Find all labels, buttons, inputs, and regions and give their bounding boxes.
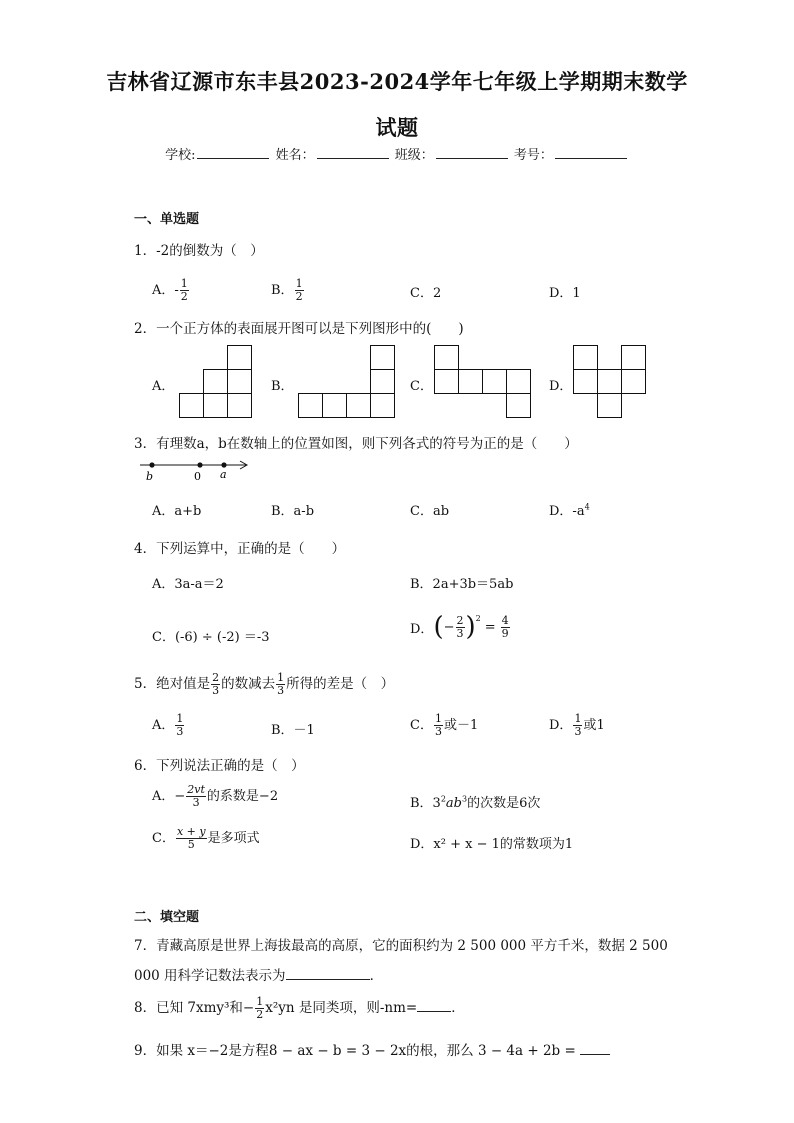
q6-option-d[interactable]: D．x² + x − 1的常数项为1 [410,837,574,852]
q4-d-rden: 9 [501,626,509,640]
q2-net-c-figure [434,345,534,421]
q5-option-c-label: C． [410,718,433,733]
exam-no-blank[interactable] [555,146,627,159]
q7-line2-text: 000 用科学记数法表示为 [134,968,286,984]
document-title-line1: 吉林省辽源市东丰县2023-2024学年七年级上学期期末数学 [106,69,688,94]
q4-d-minus: − [443,619,455,635]
q5-a-num: 1 [176,712,184,725]
q5-option-b[interactable]: B．－1 [271,723,315,738]
q3-option-c[interactable]: C．ab [410,504,450,519]
q3-axis-label-a: a [220,468,227,481]
q4-d-fraction [456,615,465,640]
q5-c-den: 3 [434,725,442,738]
q4-d-left-paren: ( [433,612,444,642]
q8-den: 2 [256,1008,264,1021]
q3-option-b[interactable]: B．a-b [271,504,315,519]
question-7-line2 [134,964,383,984]
q6-option-b[interactable] [410,792,540,811]
q1-b-den: 2 [295,290,303,303]
question-4-stem: 4．下列运算中，正确的是（ ） [134,541,346,557]
q1-a-num: 1 [180,277,188,290]
q5-a-fraction [175,713,184,738]
school-label: 学校: [165,148,196,163]
section-heading-fill-blank: 二、填空题 [134,910,200,925]
q6-a-num: 2vt [187,783,205,796]
q5-d-fraction [573,713,582,738]
q1-option-b[interactable] [271,278,305,303]
q5-stem-pre: 5．绝对值是 [134,676,211,692]
q7-answer-blank[interactable] [286,967,370,980]
q4-option-d[interactable] [410,612,511,642]
name-blank[interactable] [317,146,389,159]
q8-end: ． [451,1000,465,1016]
class-blank[interactable] [436,146,508,159]
exam-no-label: 考号： [513,148,553,163]
q1-option-b-label: B． [271,283,294,298]
q6-b-mid: ab [445,796,462,811]
q5-option-d-label: D． [549,718,573,733]
q6-c-den: 5 [187,838,195,851]
q6-option-b-label: B．3 [410,796,441,811]
q5-a-den: 3 [176,725,184,738]
q5-c-fraction [434,713,443,738]
q5-c-num: 1 [434,712,442,725]
q2-option-a-label[interactable]: A． [152,379,175,394]
q5-d-den: 3 [574,725,582,738]
q1-option-a[interactable] [152,278,190,303]
student-info-row [0,144,794,163]
q5-s-den2: 3 [277,684,285,697]
q1-a-fraction [180,278,189,303]
section-heading-single-choice: 一、单选题 [134,212,200,227]
q4-option-a[interactable]: A．3a-a＝2 [152,577,224,592]
q5-option-a-label: A． [152,718,175,733]
q5-d-num: 1 [574,712,582,725]
q6-c-post: 是多项式 [207,831,260,846]
q5-s-num2: 1 [277,671,285,684]
question-6-stem: 6．下列说法正确的是（ ） [134,758,305,774]
q5-option-c[interactable] [410,713,478,738]
q5-stem-post: 所得的差是（ ） [286,676,395,692]
q2-option-b-label[interactable]: B． [271,379,294,394]
q6-a-fraction [186,784,206,809]
question-3-stem: 3．有理数a，b在数轴上的位置如图，则下列各式的符号为正的是（ ） [134,436,578,452]
q8-fraction [255,996,264,1021]
q6-option-a[interactable] [152,784,278,809]
q5-s-num1: 2 [212,671,220,684]
q8-mid: x²yn 是同类项，则-nm= [265,1000,418,1016]
q9-text: 9．如果 x＝−2是方程8 − ax − b = 3 − 2x的根，那么 3 − 4a + 2b = [134,1043,576,1059]
document-title-line2: 试题 [375,115,419,140]
question-9 [134,1039,610,1059]
q6-option-c-label: C． [152,831,175,846]
q6-c-fraction [176,826,207,851]
q1-a-den: 2 [180,290,188,303]
q6-option-c[interactable] [152,826,260,851]
q8-answer-blank[interactable] [417,999,451,1012]
q1-b-num: 1 [295,277,303,290]
q8-num: 1 [256,995,264,1008]
q4-option-b[interactable]: B．2a+3b＝5ab [410,577,514,592]
q6-a-den: 3 [192,796,200,809]
q5-d-post: 或1 [583,718,605,733]
q3-option-d[interactable] [549,500,590,519]
q6-a-post: 的系数是−2 [206,789,279,804]
q1-option-a-label: A．- [152,283,179,298]
q5-option-d[interactable] [549,713,605,738]
q2-option-d-label[interactable]: D． [549,379,573,394]
q1-option-c[interactable]: C．2 [410,286,442,301]
q3-axis-label-b: b [146,470,154,483]
q1-b-fraction [295,278,304,303]
q6-b-exp-2: 3 [462,794,468,804]
q4-d-equals: = [484,619,496,635]
q5-stem-fraction-1 [211,672,220,697]
q7-line2-end: ． [369,968,384,984]
q1-option-d[interactable]: D．1 [549,286,581,301]
q5-stem-fraction-2 [276,672,285,697]
q2-net-d-figure [573,345,649,421]
q3-option-a[interactable]: A．a+b [152,504,202,519]
q4-d-den: 3 [456,626,464,640]
class-label: 班级： [394,148,434,163]
question-5-stem [134,672,394,697]
q6-b-exp-1: 2 [440,794,446,804]
q5-s-den1: 3 [212,684,220,697]
q4-option-c[interactable]: C．(-6) ÷ (-2) ＝-3 [152,630,270,645]
q2-net-b-figure [296,345,396,421]
question-7-line1: 7．青藏高原是世界上海拔最高的高原，它的面积约为 2 500 000 平方千米，数据 2 500 [134,938,668,954]
q6-option-a-label: A．− [152,789,186,804]
q6-c-num: x + y [176,825,206,838]
q4-d-exponent: 2 [475,614,481,623]
q5-c-post: 或－1 [443,718,479,733]
q5-stem-mid: 的数减去 [221,676,276,692]
q9-answer-blank[interactable] [580,1042,610,1055]
q3-option-d-exponent: 4 [584,502,590,512]
q3-number-line [138,456,252,484]
question-1-stem: 1．-2的倒数为（ ） [134,243,264,259]
q6-b-post: 的次数是6次 [467,796,541,811]
name-label: 姓名： [275,148,315,163]
q3-option-d-label: D．-a [549,504,585,519]
q4-d-rnum: 4 [501,613,509,627]
q4-option-d-label: D． [410,621,434,637]
question-8 [134,996,465,1021]
q4-d-result-fraction [501,615,510,640]
q8-pre: 8．已知 7xmy³和− [134,1000,255,1016]
school-blank[interactable] [197,146,269,159]
question-2-stem: 2．一个正方体的表面展开图可以是下列图形中的( ) [134,321,464,337]
q3-axis-label-zero: 0 [194,470,201,483]
q4-d-right-paren: ) [465,612,476,642]
q2-option-c-label[interactable]: C． [410,379,433,394]
q4-d-num: 2 [456,613,464,627]
q5-option-a[interactable] [152,713,185,738]
q2-net-a-figure [177,345,253,421]
